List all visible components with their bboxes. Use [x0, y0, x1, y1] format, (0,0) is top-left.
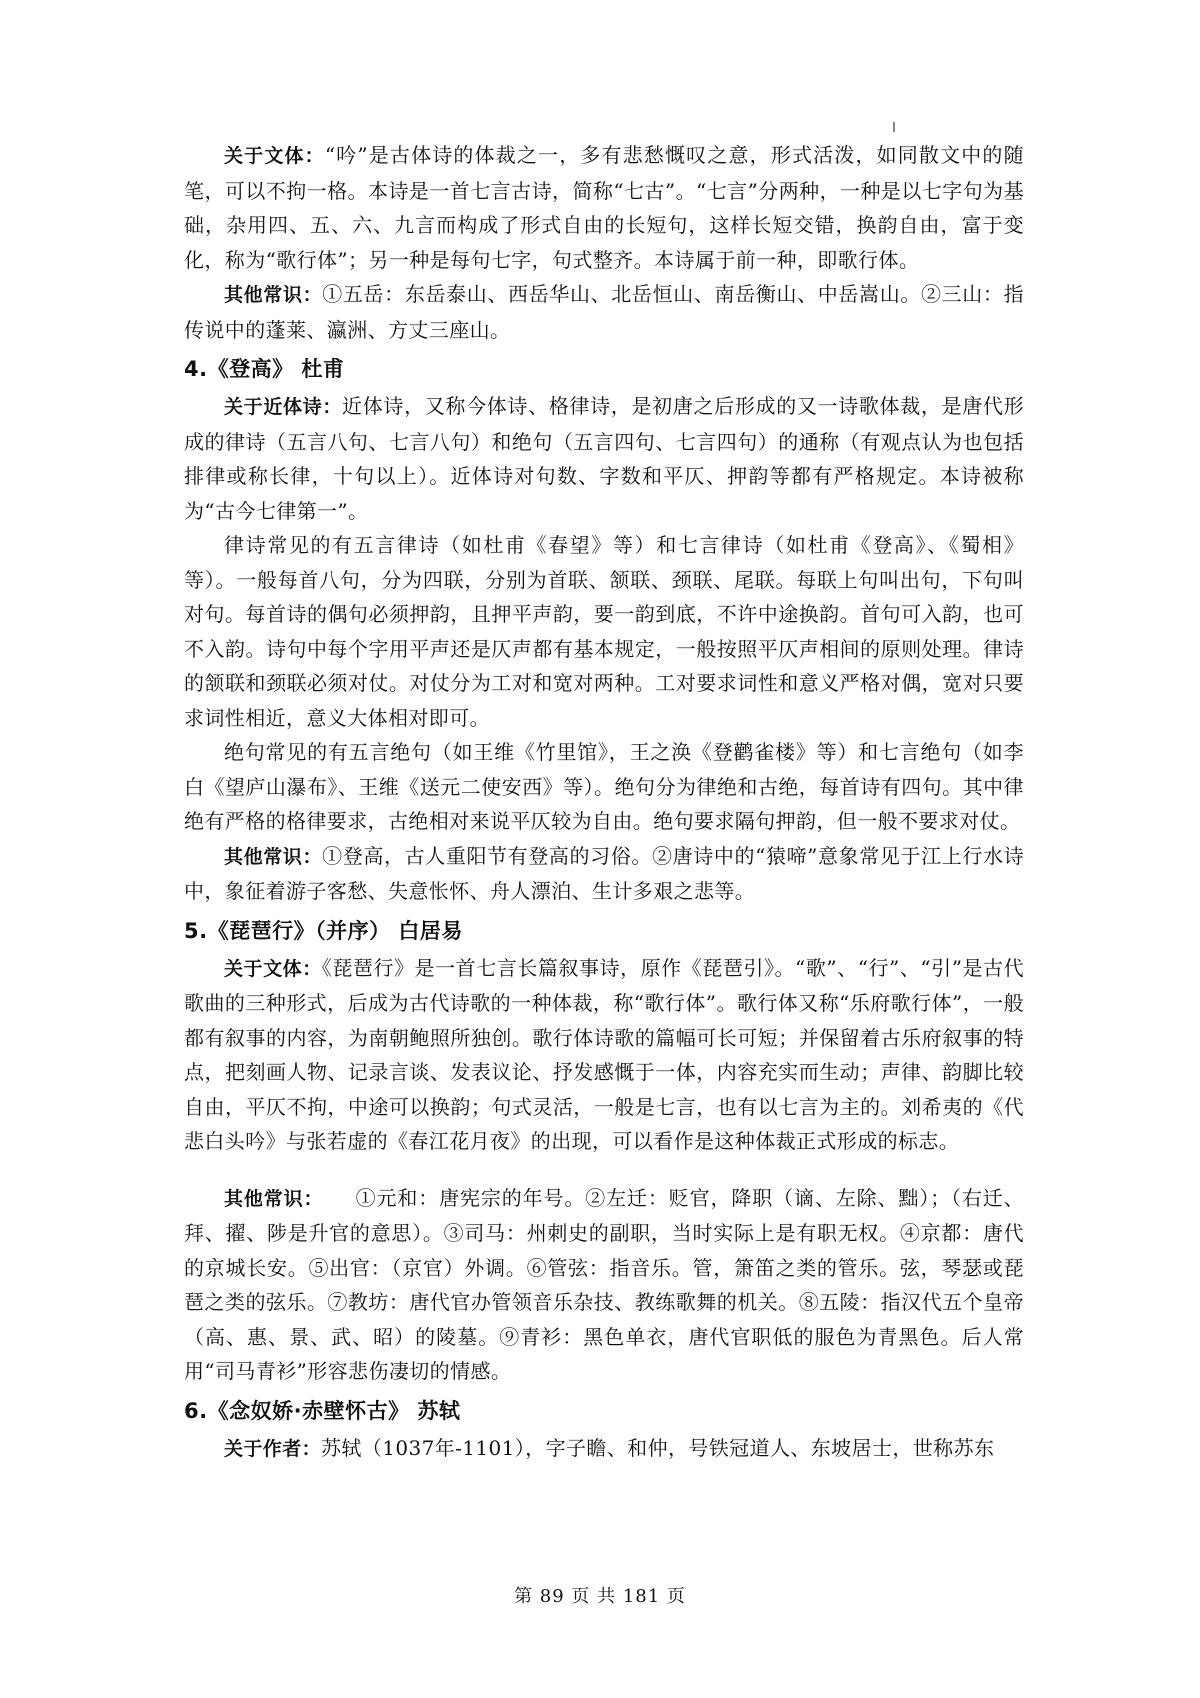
paragraph-text: “吟”是古体诗的体裁之一，多有悲愁慨叹之意，形式活泼，如同散文中的随笔，可以不拘一格。本诗是一首七言古诗，简称“七古”。“七言”分两种，一种是以七字句为基础，杂用四、五、六、九言而构成了形式自由的长短句，这样长短交错，换韵自由，富于变化，称为“歌行体”；另一种是每句七字，句式整齐。本诗属于前一种，即歌行体。 [184, 143, 1024, 272]
section-heading: 5.《琵琶行》（并序） 白居易 [184, 918, 463, 943]
paragraph-text: 律诗常见的有五言律诗（如杜甫《春望》等）和七言律诗（如杜甫《登高》、《蜀相》等）。一般每首八句，分为四联，分别为首联、颔联、颈联、尾联。每联上句叫出句，下句叫对句。每首诗的偶句必须押韵，且押平声韵，要一韵到底，不许中途换韵。首句可入韵，也可不入韵。诗句中每个字用平声还是仄声都有基本规定，一般按照平仄声相间的原则处理。律诗的颔联和颈联必须对仗。对仗分为工对和宽对两种。工对要求词性和意义严格对偶，宽对只要求词性相近，意义大体相对即可。 [184, 533, 1024, 730]
paragraph-text: 近体诗，又称今体诗、格律诗，是初唐之后形成的又一诗歌体裁，是唐代形成的律诗（五言八句、七言八句）和绝句（五言四句、七言四句）的通称（有观点认为也包括排律或称长律，十句以上）。近体诗对句数、字数和平仄、押韵等都有严格规定。本诗被称为“古今七律第一”。 [184, 394, 1024, 523]
header-mark [893, 122, 895, 132]
paragraph [184, 839, 1024, 909]
paragraph [184, 735, 1024, 839]
page-footer: 第 89 页 共 181 页 [514, 1586, 686, 1607]
paragraph-label: 关于文体： [224, 957, 322, 980]
paragraph [184, 951, 1024, 1159]
paragraph-label: 关于文体： [224, 145, 325, 167]
paragraph [184, 138, 1024, 277]
paragraph [184, 1181, 1024, 1389]
paragraph [184, 277, 1024, 347]
paragraph-label: 其他常识： [224, 1187, 314, 1210]
paragraph-text: 苏轼（1037年-1101），字子瞻、和仲，号铁冠道人、东坡居士，世称苏东 [321, 1435, 995, 1460]
paragraph-label: 关于作者： [224, 1437, 322, 1460]
document-body [184, 138, 1024, 1466]
paragraph-label: 关于近体诗： [224, 396, 343, 418]
spacer [184, 1159, 1024, 1181]
paragraph [184, 389, 1024, 528]
paragraph [184, 528, 1024, 735]
paragraph [184, 1431, 1024, 1467]
section-heading: 4.《登高》 杜甫 [184, 357, 345, 381]
paragraph-text: ①登高，古人重阳节有登高的习俗。②唐诗中的“猿啼”意象常见于江上行水诗中，象征着游子客愁、失意怅怀、舟人漂泊、生计多艰之悲等。 [184, 843, 1024, 903]
paragraph-text: 《琵琶行》是一首七言长篇叙事诗，原作《琵琶引》。“歌”、“行”、“引”是古代歌曲的三种形式，后成为古代诗歌的一种体裁，称“歌行体”。歌行体又称“乐府歌行体”，一般都有叙事的内容，为南朝鲍照所独创。歌行体诗歌的篇幅可长可短；并保留着古乐府叙事的特点，把刻画人物、记录言谈、发表议论、抒发感慨于一体，内容充实而生动；声律、韵脚比较自由，平仄不拘，中途可以换韵；句式灵活，一般是七言，也有以七言为主的。刘希夷的《代悲白头吟》与张若虚的《春江花月夜》的出现，可以看作是这种体裁正式形成的标志。 [184, 955, 1024, 1153]
paragraph-label: 其他常识： [224, 845, 323, 868]
paragraph-text: 绝句常见的有五言绝句（如王维《竹里馆》，王之涣《登鹳雀楼》等）和七言绝句（如李白《望庐山瀑布》、王维《送元二使安西》等）。绝句分为律绝和古绝，每首诗有四句。其中律绝有严格的格律要求，古绝相对来说平仄较为自由。绝句要求隔句押韵，但一般不要求对仗。 [184, 740, 1024, 833]
paragraph-text: ①元和：唐宪宗的年号。②左迁：贬官，降职（谪、左除、黜）；（右迁、拜、擢、陟是升官的意思）。③司马：州刺史的副职，当时实际上是有职无权。④京都：唐代的京城长安。⑤出官：（京官）外调。⑥管弦：指音乐。管，箫笛之类的管乐。弦，琴瑟或琵琶之类的弦乐。⑦教坊：唐代官办管领音乐杂技、教练歌舞的机关。⑧五陵：指汉代五个皇帝（高、惠、景、武、昭）的陵墓。⑨青衫：黑色单衣，唐代官职低的服色为青黑色。后人常用“司马青衫”形容悲伤凄切的情感。 [184, 1185, 1024, 1383]
paragraph-label: 其他常识： [224, 284, 323, 306]
paragraph-text: ①五岳：东岳泰山、西岳华山、北岳恒山、南岳衡山、中岳嵩山。②三山：指传说中的蓬莱、瀛洲、方丈三座山。 [184, 282, 1024, 342]
section-heading: 6.《念奴娇·赤壁怀古》 苏轼 [184, 1398, 461, 1423]
